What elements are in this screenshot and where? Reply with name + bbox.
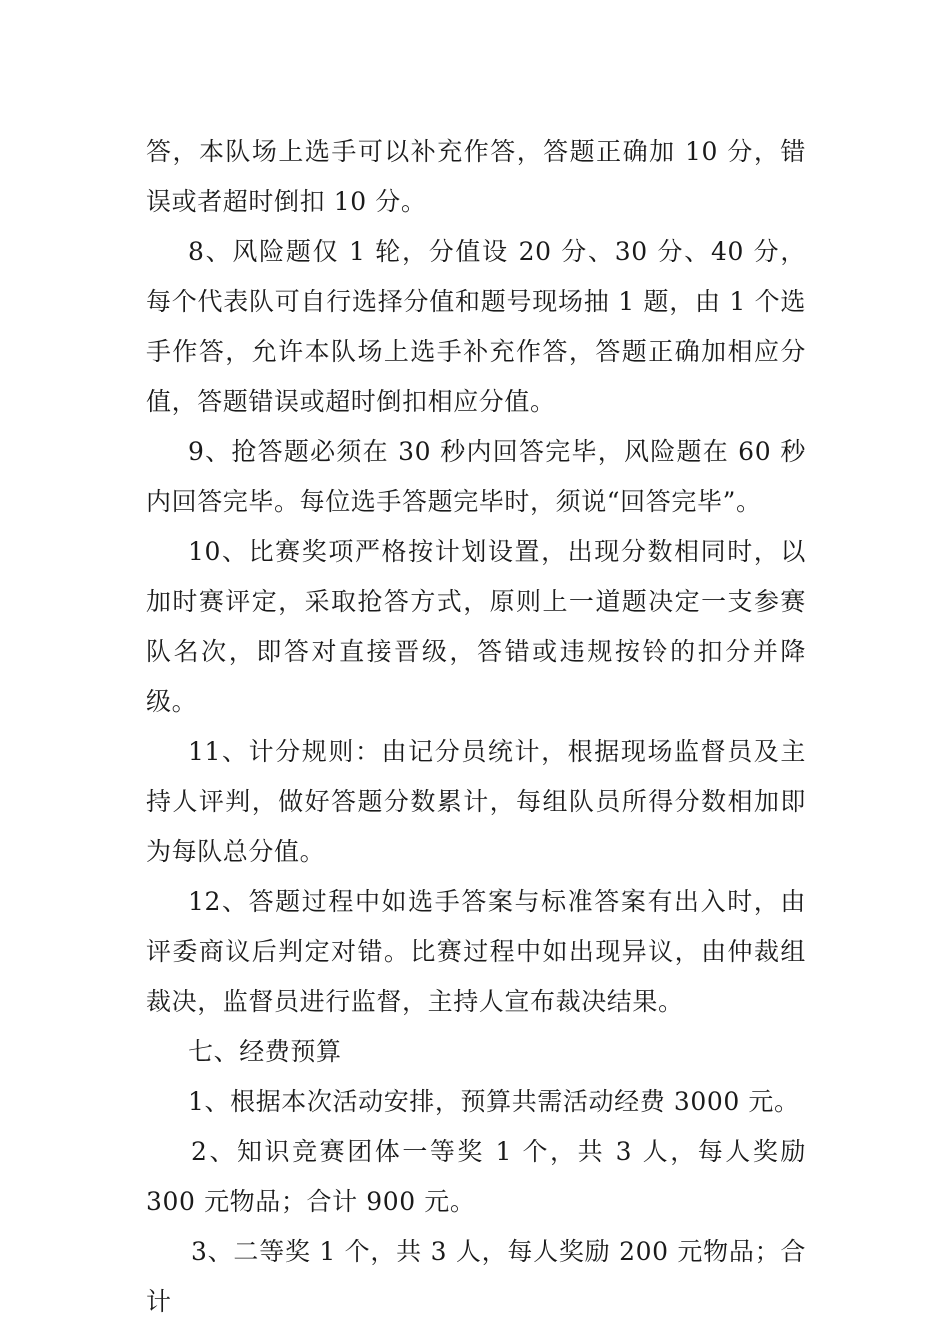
paragraph-budget-1: 1、根据本次活动安排，预算共需活动经费 3000 元。 — [188, 1087, 800, 1116]
paragraph-budget-3: 3、二等奖 1 个，共 3 人，每人奖励 200 元物品；合计 — [146, 1237, 806, 1316]
paragraph-rule-9: 9、抢答题必须在 30 秒内回答完毕，风险题在 60 秒内回答完毕。每位选手答题完毕时，须说“回答完毕”。 — [146, 437, 806, 516]
paragraph-continuation: 答，本队场上选手可以补充作答，答题正确加 10 分，错误或者超时倒扣 10 分。 — [146, 137, 806, 216]
paragraph-rule-12: 12、答题过程中如选手答案与标准答案有出入时，由评委商议后判定对错。比赛过程中如出现异议，由仲裁组裁决，监督员进行监督，主持人宣布裁决结果。 — [146, 887, 806, 1016]
document-body — [146, 127, 806, 1327]
paragraph-budget-2: 2、知识竞赛团体一等奖 1 个，共 3 人，每人奖励 300 元物品；合计 900 元。 — [146, 1137, 806, 1216]
paragraph-rule-11: 11、计分规则：由记分员统计，根据现场监督员及主持人评判，做好答题分数累计，每组队员所得分数相加即为每队总分值。 — [146, 737, 806, 866]
paragraph-rule-10: 10、比赛奖项严格按计划设置，出现分数相同时，以加时赛评定，采取抢答方式，原则上一道题决定一支参赛队名次，即答对直接晋级，答错或违规按铃的扣分并降级。 — [146, 537, 806, 716]
paragraph-rule-8: 8、风险题仅 1 轮，分值设 20 分、30 分、40 分，每个代表队可自行选择分值和题号现场抽 1 题，由 1 个选手作答，允许本队场上选手补充作答，答题正确加相应分值，答题错误或超时倒扣相应分值。 — [146, 237, 806, 416]
section-heading-budget: 七、经费预算 — [188, 1037, 342, 1066]
